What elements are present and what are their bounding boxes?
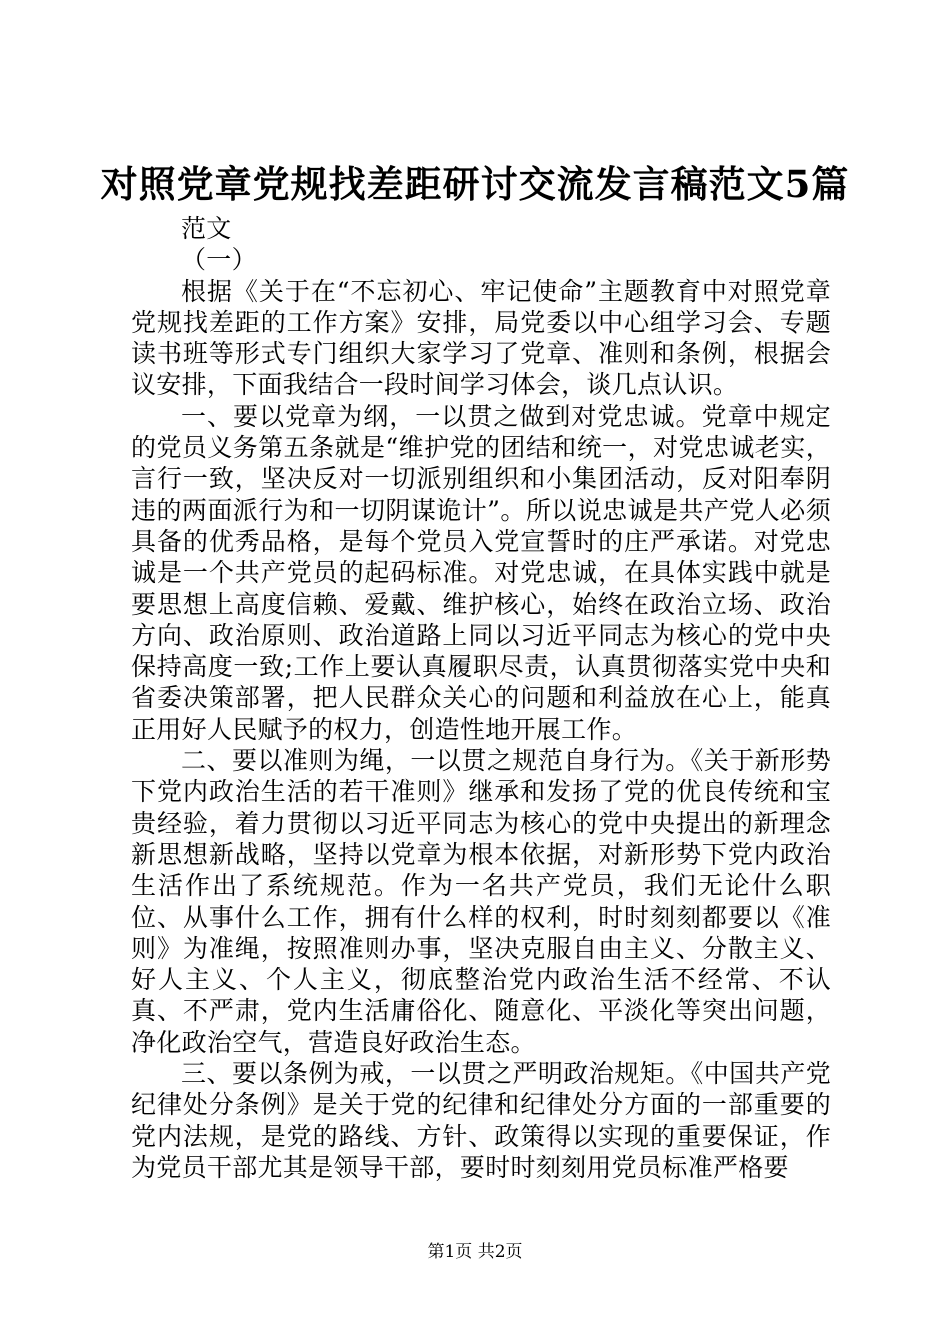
section-number: （一）: [181, 245, 257, 275]
body-paragraph: 二、要以准则为绳，一以贯之规范自身行为。《关于新形势下党内政治生活的若干准则》继承和发扬了党的优良传统和宝贵经验，着力贯彻以习近平同志为核心的党中央提出的新理念新思想新战略，坚持以党章为根本依据，对新形势下党内政治生活作出了系统规范。作为一名共产党员，我们无论什么职位、从事什么工作，拥有什么样的权利，时时刻刻都要以《准则》为准绳，按照准则办事，坚决克服自由主义、分散主义、好人主义、个人主义，彻底整治党内政治生活不经常、不认真、不严肃，党内生活庸俗化、随意化、平淡化等突出问题，净化政治空气，营造良好政治生态。: [131, 746, 831, 1057]
page-footer: 第1页 共2页: [427, 1242, 523, 1262]
body-paragraph: 根据《关于在“不忘初心、牢记使命”主题教育中对照党章党规找差距的工作方案》安排，局党委以中心组学习会、专题读书班等形式专门组织大家学习了党章、准则和条例，根据会议安排，下面我结合一段时间学习体会，谈几点认识。: [131, 276, 831, 400]
body-paragraph: 三、要以条例为戒，一以贯之严明政治规矩。《中国共产党纪律处分条例》是关于党的纪律和纪律处分方面的一部重要的党内法规，是党的路线、方针、政策得以实现的重要保证，作为党员干部尤其是领导干部，要时时刻刻用党员标准严格要: [131, 1059, 831, 1182]
document-body: [131, 213, 831, 1183]
section-label: 范文: [181, 214, 232, 243]
body-paragraph: 一、要以党章为纲，一以贯之做到对党忠诚。党章中规定的党员义务第五条就是“维护党的团结和统一，对党忠诚老实，言行一致，坚决反对一切派别组织和小集团活动，反对阳奉阴违的两面派行为和一切阴谋诡计”。所以说忠诚是共产党人必须具备的优秀品格，是每个党员入党宣誓时的庄严承诺。对党忠诚是一个共产党员的起码标准。对党忠诚，在具体实践中就是要思想上高度信赖、爱戴、维护核心，始终在政治立场、政治方向、政治原则、政治道路上同以习近平同志为核心的党中央保持高度一致;工作上要认真履职尽责，认真贯彻落实党中央和省委决策部署，把人民群众关心的问题和利益放在心上，能真正用好人民赋予的权力，创造性地开展工作。: [131, 401, 831, 744]
document-title: 对照党章党规找差距研讨交流发言稿范文5篇: [100, 162, 850, 206]
